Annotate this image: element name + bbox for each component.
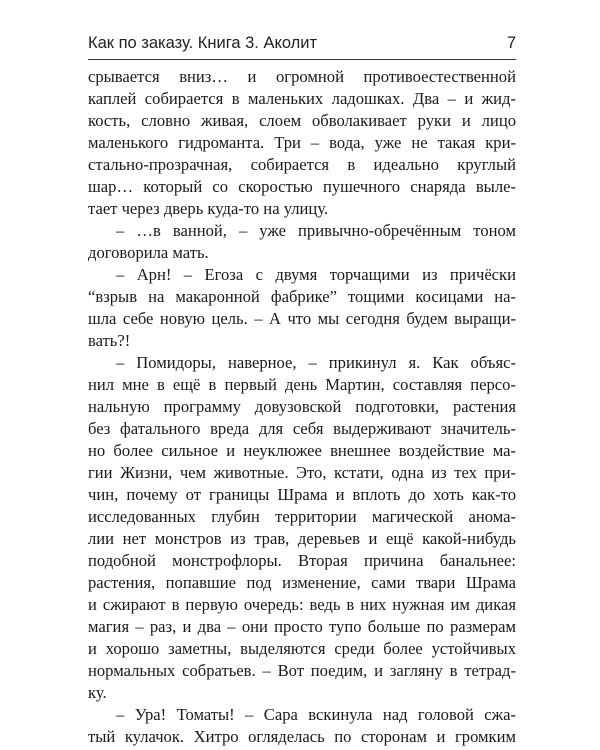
text-line: тый кулачок. Хитро огляделась по сторонам и громким <box>88 727 516 746</box>
running-header <box>88 32 516 58</box>
text-line: и хорошо заметны, выделяются среди более устойчивых <box>88 639 516 658</box>
text-line: вать?! <box>88 331 131 350</box>
text-line: нормальных собратьев. – Вот поедим, и загляну в тетрад- <box>88 661 516 680</box>
text-line: растения, попавшие под изменение, сами твари Шрама <box>88 573 516 592</box>
text-line: каплей собирается в маленьких ладошках. Два – и жид- <box>88 89 516 108</box>
text-line: стально-прозрачная, собирается в идеально круглый <box>88 155 516 174</box>
text-line: магия – раз, и два – они просто тупо больше по размерам <box>88 617 516 636</box>
body-text <box>88 66 516 748</box>
text-line: срывается вниз… и огромной противоестественной <box>88 67 516 86</box>
book-title: Как по заказу. Книга 3. Аколит <box>88 34 318 52</box>
text-line: – Помидоры, наверное, – прикинул я. Как объяс- <box>116 353 516 372</box>
text-line: нил мне в ещё в первый день Мартин, составляя персо- <box>88 375 516 394</box>
text-line: лии нет монстров из трав, деревьев и ещё какой-нибудь <box>88 529 516 548</box>
text-line: договорила мать. <box>88 243 209 262</box>
text-line: без фатального вреда для себя выдерживают значитель- <box>88 419 516 438</box>
text-line: нальную программу довузовской подготовки, растения <box>88 397 516 416</box>
text-line: – …в ванной, – уже привычно-обречённым тоном <box>116 221 516 240</box>
text-line: ку. <box>88 683 107 702</box>
text-line: и сжирают в первую очередь: ведь в них нужная им дикая <box>88 595 516 614</box>
text-line: – Арн! – Егоза с двумя торчащими из причёски <box>116 265 516 284</box>
header-rule <box>88 59 516 60</box>
text-line: кость, словно живая, слоем обволакивает руки и лицо <box>88 111 516 130</box>
text-line: тает через дверь куда-то на улицу. <box>88 199 329 218</box>
text-line: исследованных глубин территории магической анома- <box>88 507 516 526</box>
text-line: шар… который со скоростью пушечного снаряда выле- <box>88 177 516 196</box>
text-line: – Ура! Томаты! – Сара вскинула над головой сжа- <box>116 705 516 724</box>
text-line: “взрыв на макаронной фабрике” тощими косицами на- <box>88 287 516 306</box>
text-line: гии Жизни, чем животные. Это, кстати, одна из тех при- <box>88 463 516 482</box>
text-line: подобной монстрофлоры. Вторая причина банальнее: <box>88 551 516 570</box>
text-line: шла себе новую цель. – А что мы сегодня будем выращи- <box>88 309 516 328</box>
text-line: маленького гидроманта. Три – вода, уже не такая кри- <box>88 133 516 152</box>
text-line: чин, почему от границы Шрама и вплоть до хоть как-то <box>88 485 516 504</box>
page-number: 7 <box>506 34 516 52</box>
text-line: но более сильное и неуклюжее внешнее воздействие ма- <box>88 441 516 460</box>
